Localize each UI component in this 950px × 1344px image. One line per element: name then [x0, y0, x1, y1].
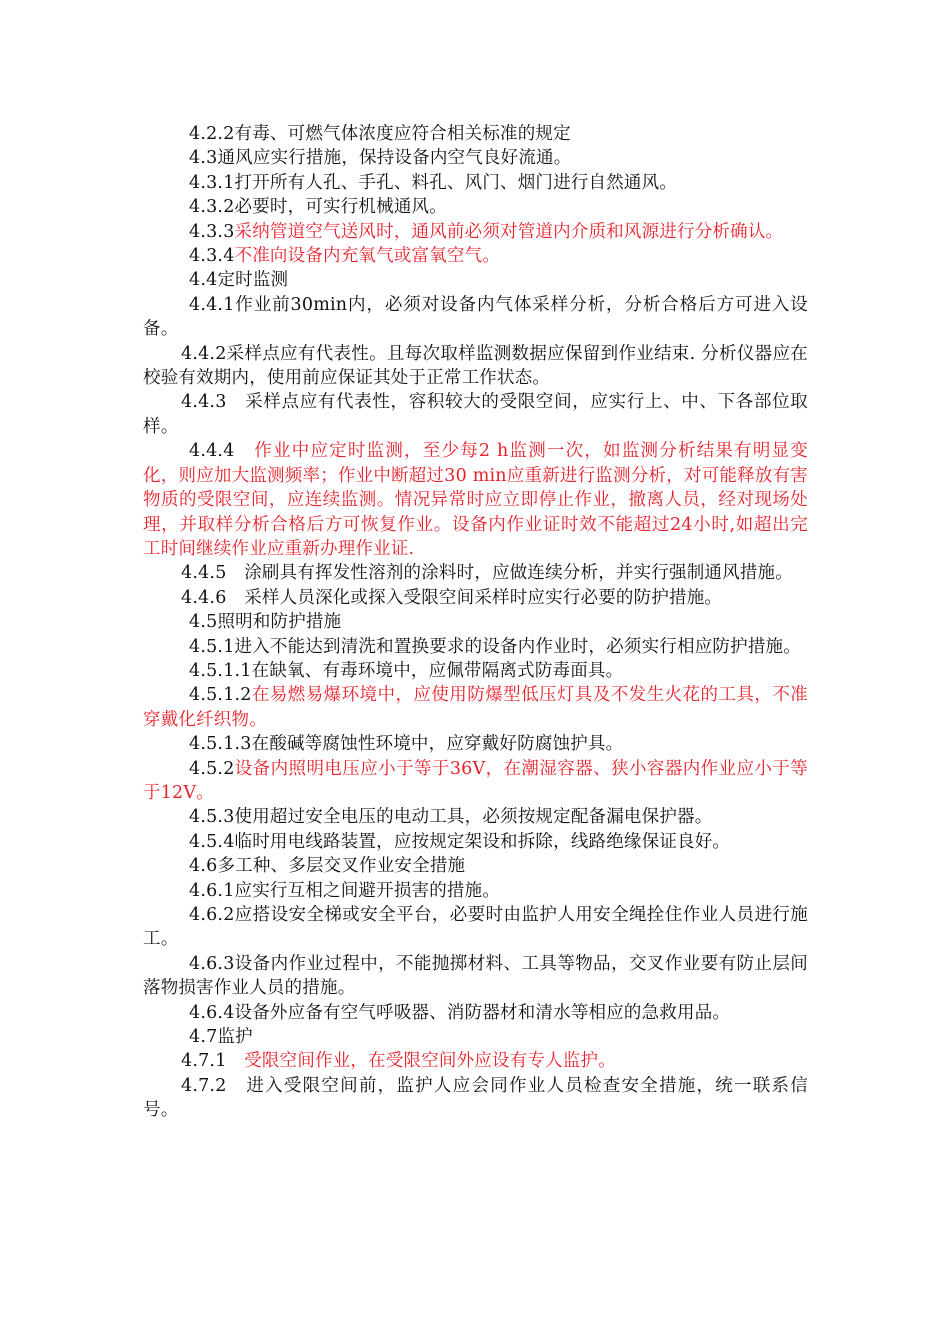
paragraph-4-6 [143, 854, 808, 878]
paragraph-4-4-2 [143, 342, 808, 391]
section-number: 4.3 [189, 148, 218, 169]
paragraph-text: 通风应实行措施，保持设备内空气良好流通。 [217, 148, 572, 169]
section-number: 4.3.2 [189, 197, 235, 218]
paragraph-text: 在缺氧、有毒环境中，应佩带隔离式防毒面具。 [251, 660, 624, 681]
paragraph-text: 采样人员深化或探入受限空间采样时应实行必要的防护措施。 [244, 587, 723, 608]
section-number: 4.3.1 [189, 172, 235, 193]
section-number: 4.6.2 [189, 905, 235, 925]
paragraph-text: 应搭设安全梯或安全平台，必要时由监护人用安全绳拴住作业人员进行施工。 [143, 905, 808, 950]
paragraph-4-3 [143, 146, 808, 170]
section-number: 4.5.1.3 [189, 734, 252, 755]
paragraph-4-3-1 [143, 171, 808, 195]
section-number: 4.7.1 [181, 1051, 227, 1072]
paragraph-4-5-4 [143, 830, 808, 854]
paragraph-4-6-4 [143, 1001, 808, 1025]
paragraph-text: 采样点应有代表性，容积较大的受限空间，应实行上、中、下各部位取样。 [143, 392, 809, 437]
paragraph-4-7-2 [143, 1074, 808, 1123]
paragraph-4-3-3 [143, 220, 808, 244]
section-number: 4.7.2 [181, 1075, 227, 1096]
section-number: 4.6.1 [189, 880, 235, 901]
paragraph-4-3-2 [143, 195, 808, 219]
paragraph-text: 在酸碱等腐蚀性环境中，应穿戴好防腐蚀护具。 [251, 734, 624, 755]
document-body [143, 122, 808, 1123]
paragraph-text: 设备外应备有空气呼吸器、消防器材和清水等相应的急救用品。 [234, 1002, 731, 1023]
highlighted-text: 在易燃易爆环境中，应使用防爆型低压灯具及不发生火花的工具，不准穿戴化纤织物。 [143, 685, 808, 730]
section-number: 4.5.2 [189, 758, 235, 779]
paragraph-4-5-1-3 [143, 732, 808, 756]
paragraph-4-4-1 [143, 293, 808, 342]
highlighted-text: 受限空间作业，在受限空间外应设有专人监护。 [244, 1051, 616, 1072]
paragraph-text: 使用超过安全电压的电动工具，必须按规定配备漏电保护器。 [234, 807, 713, 828]
section-number: 4.3.3 [189, 221, 235, 242]
section-number: 4.6.3 [189, 953, 235, 974]
paragraph-text: 设备内作业过程中，不能抛掷材料、工具等物品，交叉作业要有防止层间落物损害作业人员的措施。 [143, 953, 808, 999]
number-spacer [235, 441, 255, 461]
number-spacer [227, 563, 245, 583]
number-spacer [227, 1076, 247, 1096]
number-spacer [227, 1051, 245, 1071]
highlighted-text: 采纳管道空气送风时，通风前必须对管道内介质和风源进行分析确认。 [234, 221, 784, 242]
section-number: 4.4.5 [181, 563, 227, 584]
highlighted-text: 设备内照明电压应小于等于36V，在潮湿容器、狭小容器内作业应小于等于12V。 [143, 758, 808, 803]
paragraph-4-2-2 [143, 122, 808, 146]
paragraph-4-5-1-1 [143, 659, 808, 683]
section-number: 4.4 [189, 270, 218, 291]
section-number: 4.2.2 [189, 124, 235, 144]
section-number: 4.3.4 [189, 246, 235, 267]
paragraph-text: 多工种、多层交叉作业安全措施 [217, 856, 466, 877]
paragraph-text: 定时监测 [217, 270, 289, 291]
paragraph-text: 应实行互相之间避开损害的措施。 [234, 880, 501, 901]
paragraph-4-4-4 [143, 439, 808, 561]
number-spacer [227, 392, 246, 412]
section-number: 4.4.3 [181, 392, 227, 413]
paragraph-4-5-1 [143, 635, 808, 659]
paragraph-text: 有毒、可燃气体浓度应符合相关标准的规定 [234, 124, 571, 144]
paragraph-4-7 [143, 1025, 808, 1049]
section-number: 4.4.4 [189, 441, 235, 462]
section-number: 4.5.1.2 [189, 685, 252, 706]
paragraph-4-3-4 [143, 244, 808, 268]
section-number: 4.6.4 [189, 1002, 235, 1023]
paragraph-text: 照明和防护措施 [217, 612, 342, 633]
paragraph-text: 涂刷具有挥发性溶剂的涂料时，应做连续分析，并实行强制通风措施。 [244, 563, 793, 584]
section-number: 4.6 [189, 856, 218, 877]
section-number: 4.5.3 [189, 807, 235, 828]
section-number: 4.4.1 [189, 294, 235, 315]
section-number: 4.5.1.1 [189, 660, 252, 681]
paragraph-text: 临时用电线路装置，应按规定架设和拆除，线路绝缘保证良好。 [234, 831, 731, 852]
paragraph-text: 打开所有人孔、手孔、料孔、风门、烟门进行自然通风。 [234, 172, 678, 193]
paragraph-text: 必要时，可实行机械通风。 [234, 197, 447, 218]
paragraph-4-5-2 [143, 757, 808, 806]
paragraph-4-4-3 [143, 390, 808, 439]
paragraph-text: 进入受限空间前，监护人应会同作业人员检查安全措施，统一联系信号。 [143, 1075, 809, 1121]
number-spacer [227, 588, 245, 608]
paragraph-text: 进入不能达到清洗和置换要求的设备内作业时，必须实行相应防护措施。 [234, 636, 801, 657]
paragraph-4-4-6 [143, 586, 808, 610]
section-number: 4.4.2 [181, 343, 227, 364]
highlighted-text: 作业中应定时监测，至少每2 h监测一次，如监测分析结果有明显变化，则应加大监测频率；作业中断超过30 min应重新进行监测分析，对可能释放有害物质的受限空间，应连续监测。情况异常时应立即停止作业，撤离人员，经对现场处理，并取样分析合格后方可恢复作业。设备内作业证时效不能超过24小时,如超出完工时间继续作业应重新办理作业证. [143, 441, 809, 559]
paragraph-4-6-1 [143, 879, 808, 903]
paragraph-4-6-2 [143, 903, 808, 952]
section-number: 4.7 [189, 1027, 218, 1048]
paragraph-4-4 [143, 268, 808, 292]
highlighted-text: 不准向设备内充氧气或富氧空气。 [234, 246, 501, 267]
paragraph-text: 采样点应有代表性。且每次取样监测数据应保留到作业结束. 分析仪器应在校验有效期内，使用前应保证其处于正常工作状态。 [143, 343, 808, 389]
section-number: 4.5.1 [189, 636, 235, 657]
paragraph-4-6-3 [143, 952, 808, 1001]
paragraph-4-5 [143, 610, 808, 634]
section-number: 4.5.4 [189, 831, 235, 852]
paragraph-text: 监护 [217, 1027, 253, 1048]
paragraph-4-5-1-2 [143, 683, 808, 732]
paragraph-4-7-1 [143, 1049, 808, 1073]
paragraph-4-5-3 [143, 805, 808, 829]
section-number: 4.5 [189, 612, 218, 633]
paragraph-text: 作业前30min内，必须对设备内气体采样分析，分析合格后方可进入设备。 [143, 294, 808, 340]
section-number: 4.4.6 [181, 587, 227, 608]
paragraph-4-4-5 [143, 561, 808, 585]
